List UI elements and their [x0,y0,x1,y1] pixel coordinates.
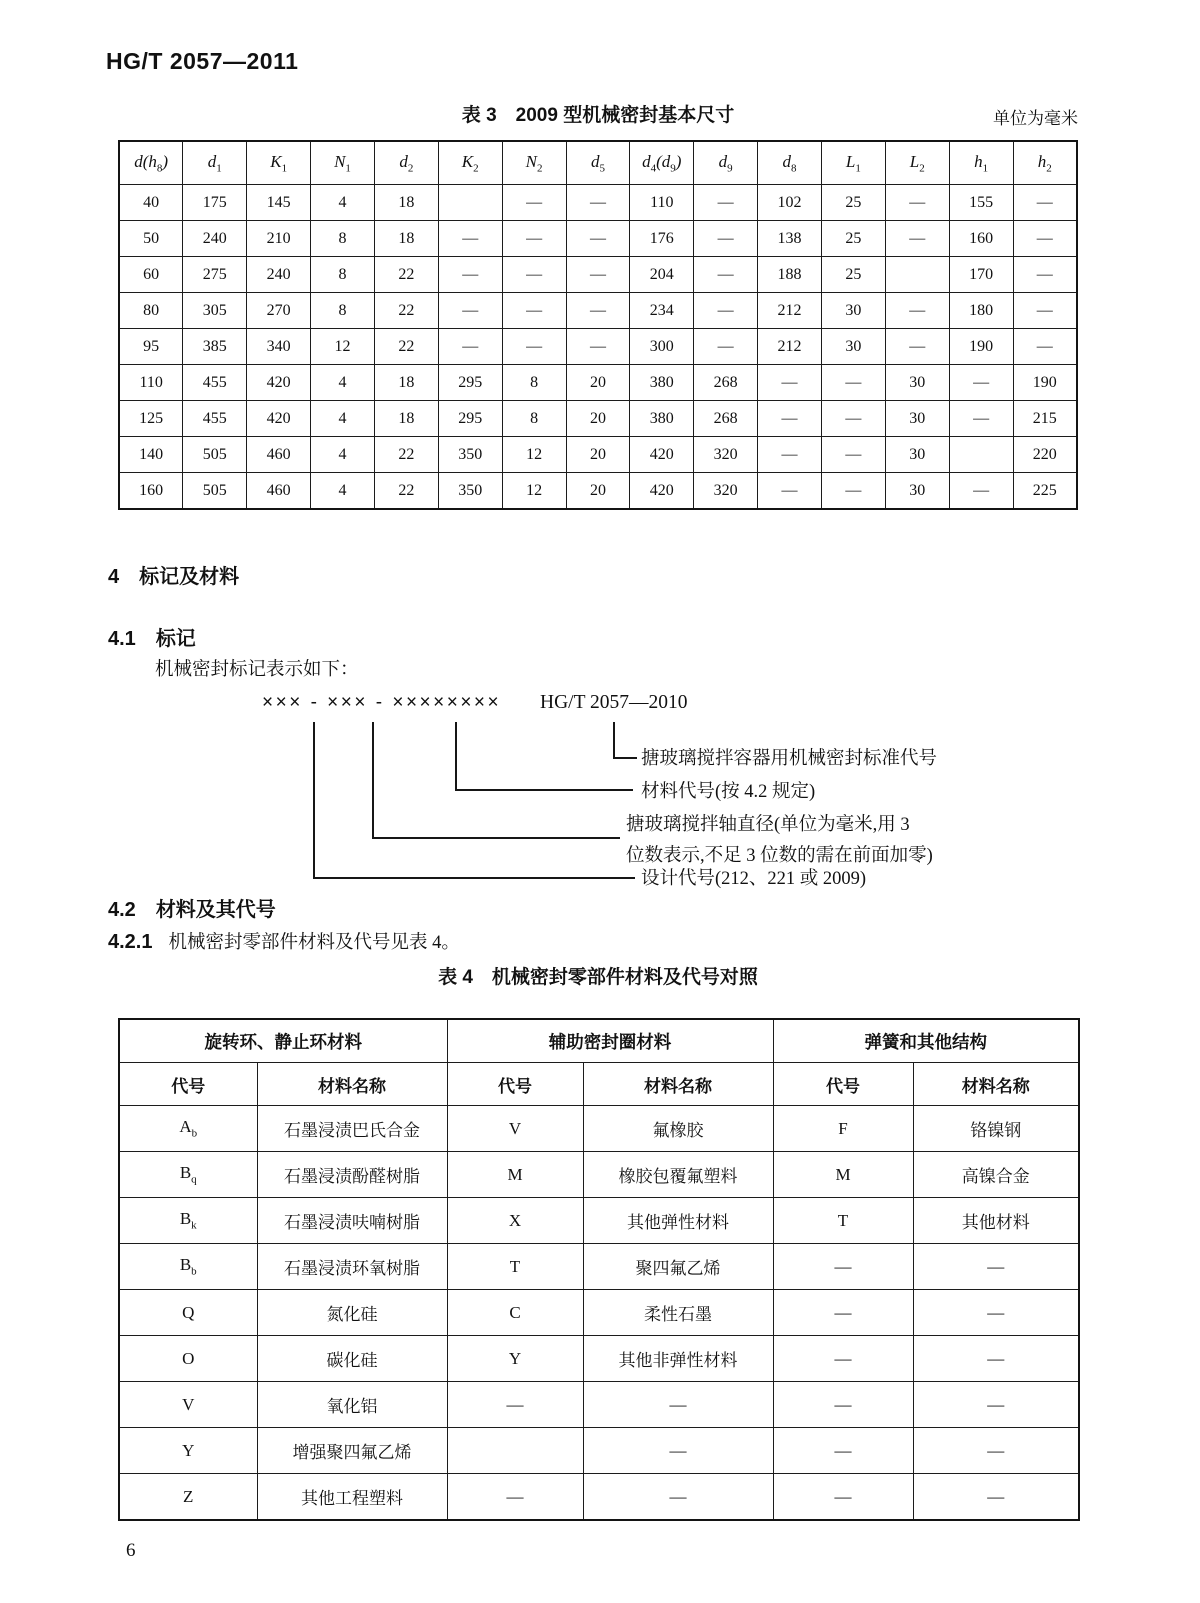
table3-cell: 4 [311,437,375,473]
table3-cell: 215 [1013,401,1077,437]
table4-material-cell: — [913,1336,1079,1382]
table3-cell: 385 [183,329,247,365]
table4-row [119,1198,1079,1244]
table3-column-header: $h_2$ [1013,141,1077,185]
table3-cell: 180 [949,293,1013,329]
label-material-code: 材料代号(按 4.2 规定) [641,782,816,802]
table4-material-cell: 橡胶包覆氟塑料 [583,1152,773,1198]
marking-intro-text: 机械密封标记表示如下： [155,660,359,680]
table3-cell: 305 [183,293,247,329]
table3-cell [949,437,1013,473]
table3-cell: 505 [183,437,247,473]
table3-cell: 30 [885,473,949,510]
page-number: 6 [126,1540,136,1561]
table3-cell: 25 [821,185,885,221]
section-4-title: 标记及材料 [139,566,240,588]
table3-cell: — [566,257,630,293]
table3-cell: 155 [949,185,1013,221]
table4-row [119,1474,1079,1521]
table3-cell: 212 [758,329,822,365]
table3-cell: 125 [119,401,183,437]
table3-cell: 145 [247,185,311,221]
table4-group-header-row [119,1019,1079,1063]
table3-cell: 240 [183,221,247,257]
table3-column-header: $d_2$ [374,141,438,185]
table3-cell: — [758,437,822,473]
leader-line-design-horizontal [313,877,635,879]
table4-subheader: 材料名称 [257,1063,447,1106]
leader-line-shaft-horizontal [372,837,620,839]
leader-line-standard-horizontal [613,757,637,759]
table3-cell: — [758,473,822,510]
table3-unit-note: 单位为毫米 [993,109,1078,128]
table3-cell: 4 [311,401,375,437]
label-shaft-diameter-line1: 搪玻璃搅拌轴直径(单位为毫米,用 3 [626,815,910,835]
table3-cell: 4 [311,473,375,510]
table3-cell: 20 [566,437,630,473]
table4-code-cell: — [773,1336,913,1382]
table3-row [119,257,1077,293]
table3-cell: — [438,329,502,365]
table3-cell: 460 [247,437,311,473]
table3-cell: 505 [183,473,247,510]
table3-cell: 295 [438,401,502,437]
table3-cell: — [694,293,758,329]
table3-cell: 4 [311,185,375,221]
standard-number-header: HG/T 2057—2011 [106,48,299,74]
table3-cell: 12 [502,473,566,510]
table3-cell: — [949,401,1013,437]
table3-cell: 110 [119,365,183,401]
table3-cell: 170 [949,257,1013,293]
table4-group-header: 弹簧和其他结构 [773,1019,1079,1063]
table4-row [119,1428,1079,1474]
table4-material-cell: 石墨浸渍酚醛树脂 [257,1152,447,1198]
table3-cell: — [885,329,949,365]
table3-cell: — [502,221,566,257]
table3-cell: 380 [630,365,694,401]
table3-cell: 268 [694,365,758,401]
label-shaft-diameter-line2: 位数表示,不足 3 位数的需在前面加零) [626,846,933,866]
table3-cell: 8 [311,293,375,329]
table4-material-cell: — [583,1474,773,1521]
table3-cell: 300 [630,329,694,365]
table3-cell: — [949,365,1013,401]
table3-caption: 表 3 2009 型机械密封基本尺寸 [461,105,735,126]
table4-code-cell: X [447,1198,583,1244]
table3-row [119,365,1077,401]
table4-material-cell: — [913,1474,1079,1521]
table3-cell: 12 [502,437,566,473]
table3-column-header: $K_2$ [438,141,502,185]
table3-column-header: $L_2$ [885,141,949,185]
table3-basic-dimensions [118,140,1078,510]
table3-cell: 138 [758,221,822,257]
table3-cell: 220 [1013,437,1077,473]
table4-code-cell: — [447,1474,583,1521]
table3-row [119,185,1077,221]
table4-code-cell: Y [447,1336,583,1382]
table3-cell: 190 [1013,365,1077,401]
section-4-1-title: 标记 [155,628,196,650]
table4-row [119,1382,1079,1428]
table4-code-cell: — [773,1244,913,1290]
table4-material-cell: — [913,1290,1079,1336]
table3-cell: — [821,473,885,510]
table3-cell: 25 [821,221,885,257]
table4-material-cell: 柔性石墨 [583,1290,773,1336]
section-4-number: 4 [108,566,120,588]
table3-column-header: $d(h_8)$ [119,141,183,185]
table4-caption: 表 4 机械密封零部件材料及代号对照 [438,967,758,988]
table3-row [119,473,1077,510]
table3-cell: — [694,221,758,257]
table3-cell: 22 [374,293,438,329]
table3-cell [885,257,949,293]
table3-cell: 190 [949,329,1013,365]
table3-cell: 20 [566,365,630,401]
table3-cell: — [821,365,885,401]
table4-subheader: 代号 [119,1063,257,1106]
table4-material-cell: — [913,1244,1079,1290]
table4-code-cell: $B_k$ [119,1198,257,1244]
section-4-2-1-paragraph [108,928,460,954]
leader-line-material-vertical [455,722,457,791]
table4-material-cell: 其他工程塑料 [257,1474,447,1521]
table3-cell: — [502,257,566,293]
table3-cell: 295 [438,365,502,401]
table3-cell: 176 [630,221,694,257]
table3-cell: — [1013,329,1077,365]
table3-cell: — [885,221,949,257]
table4-material-cell: 石墨浸渍巴氏合金 [257,1106,447,1152]
section-4-heading [108,560,239,589]
table3-cell: 455 [183,365,247,401]
table4-code-cell: — [773,1382,913,1428]
table3-cell: 30 [885,365,949,401]
leader-line-design-vertical [313,722,315,879]
table4-code-cell: T [447,1244,583,1290]
table3-cell: — [1013,185,1077,221]
table3-cell: 60 [119,257,183,293]
table3-cell: — [885,293,949,329]
table3-cell: — [1013,221,1077,257]
table3-cell: 340 [247,329,311,365]
table3-cell: 175 [183,185,247,221]
table3-cell: 8 [502,365,566,401]
table3-column-header: $L_1$ [821,141,885,185]
leader-line-standard-vertical [613,722,615,759]
table4-code-cell: F [773,1106,913,1152]
table3-cell: — [758,365,822,401]
label-design-code: 设计代号(212、221 或 2009) [641,869,867,889]
table3-cell: 160 [949,221,1013,257]
section-4-2-number: 4.2 [108,899,136,921]
table3-cell: — [694,329,758,365]
table3-cell: 30 [821,329,885,365]
table3-cell: 275 [183,257,247,293]
table3-cell: — [1013,257,1077,293]
table4-material-cell: 其他非弹性材料 [583,1336,773,1382]
table4-code-cell: Q [119,1290,257,1336]
table4-subheader: 代号 [773,1063,913,1106]
table3-cell: — [566,185,630,221]
table3-cell: — [694,185,758,221]
table4-code-cell: V [447,1106,583,1152]
table3-cell: 234 [630,293,694,329]
table3-cell: 30 [885,437,949,473]
table4-code-cell: V [119,1382,257,1428]
table3-cell: 25 [821,257,885,293]
table3-cell: 320 [694,473,758,510]
table3-cell: 380 [630,401,694,437]
table3-cell: 460 [247,473,311,510]
table3-cell: — [821,401,885,437]
table4-material-cell: 铬镍钢 [913,1106,1079,1152]
table3-cell: — [438,221,502,257]
table3-cell: 12 [311,329,375,365]
table3-column-header: $d_1$ [183,141,247,185]
table4-row [119,1336,1079,1382]
table3-row [119,221,1077,257]
table3-cell: 40 [119,185,183,221]
table3-cell: 4 [311,365,375,401]
table4-code-cell [447,1428,583,1474]
table3-column-header: $N_1$ [311,141,375,185]
table3-cell: 140 [119,437,183,473]
table3-cell: 22 [374,329,438,365]
table4-code-cell: $B_q$ [119,1152,257,1198]
table4-material-cell: 氮化硅 [257,1290,447,1336]
table3-cell: — [694,257,758,293]
table4-code-cell: — [447,1382,583,1428]
table4-code-cell: Z [119,1474,257,1521]
table3-cell: — [502,185,566,221]
section-4-1-number: 4.1 [108,628,136,650]
table3-cell: 8 [311,221,375,257]
table3-column-header: $N_2$ [502,141,566,185]
table3-cell: 80 [119,293,183,329]
table3-column-header: $d_4(d_9)$ [630,141,694,185]
table4-code-cell: M [773,1152,913,1198]
table3-cell: 8 [311,257,375,293]
leader-line-shaft-vertical [372,722,374,839]
table3-cell: 420 [247,365,311,401]
section-4-2-1-number: 4.2.1 [108,931,153,953]
table3-cell: 420 [630,437,694,473]
table3-cell: 18 [374,221,438,257]
table3-row [119,401,1077,437]
table3-row [119,329,1077,365]
table3-cell: — [949,473,1013,510]
table3-cell: 110 [630,185,694,221]
table4-material-cell: 石墨浸渍呋喃树脂 [257,1198,447,1244]
table4-material-cell: 碳化硅 [257,1336,447,1382]
table3-cell: — [502,329,566,365]
table3-header-row [119,141,1077,185]
marking-standard-text: HG/T 2057—2010 [540,692,688,713]
table4-material-cell: 聚四氟乙烯 [583,1244,773,1290]
table3-cell: 20 [566,401,630,437]
table3-cell: — [502,293,566,329]
table3-cell: 95 [119,329,183,365]
table4-subheader: 材料名称 [583,1063,773,1106]
table3-cell: 420 [630,473,694,510]
table4-row [119,1244,1079,1290]
table3-cell: — [566,293,630,329]
table3-cell: 455 [183,401,247,437]
table4-code-cell: O [119,1336,257,1382]
table3-cell: 240 [247,257,311,293]
table4-code-cell: $A_b$ [119,1106,257,1152]
table3-cell: — [566,329,630,365]
table4-subheader: 材料名称 [913,1063,1079,1106]
table3-cell: 18 [374,401,438,437]
table4-subheader-row [119,1063,1079,1106]
table4-subheader: 代号 [447,1063,583,1106]
table4-code-cell: — [773,1428,913,1474]
table3-cell: 30 [821,293,885,329]
section-4-2-1-text: 机械密封零部件材料及代号见表 4。 [168,933,460,953]
table3-cell [438,185,502,221]
table4-group-header: 旋转环、静止环材料 [119,1019,447,1063]
table3-cell: — [885,185,949,221]
table4-material-cell: — [913,1428,1079,1474]
table3-cell: — [758,401,822,437]
table3-cell: 350 [438,473,502,510]
table3-column-header: $d_8$ [758,141,822,185]
table4-row [119,1290,1079,1336]
table3-cell: 18 [374,365,438,401]
marking-code-text: ××× - ××× - ×××××××× [262,692,502,713]
table4-material-cell: — [913,1382,1079,1428]
table4-material-cell: 氧化铝 [257,1382,447,1428]
table4-material-cell: 增强聚四氟乙烯 [257,1428,447,1474]
table3-cell: 22 [374,473,438,510]
table4-code-cell: — [773,1474,913,1521]
table3-cell: — [438,257,502,293]
table3-cell: 8 [502,401,566,437]
table3-column-header: $d_5$ [566,141,630,185]
table3-cell: 225 [1013,473,1077,510]
table3-row [119,437,1077,473]
table3-cell: 102 [758,185,822,221]
section-4-1-heading [108,622,196,651]
table4-material-cell: — [583,1382,773,1428]
table3-cell: 268 [694,401,758,437]
table4-material-cell: 氟橡胶 [583,1106,773,1152]
table4-row [119,1106,1079,1152]
table3-column-header: $d_9$ [694,141,758,185]
table3-cell: — [1013,293,1077,329]
table3-cell: 30 [885,401,949,437]
table4-material-cell: — [583,1428,773,1474]
table4-code-cell: — [773,1290,913,1336]
section-4-2-heading [108,893,276,922]
table3-cell: 18 [374,185,438,221]
table4-code-cell: T [773,1198,913,1244]
table3-column-header: $h_1$ [949,141,1013,185]
table3-cell: 22 [374,257,438,293]
table3-row [119,293,1077,329]
table4-code-cell: Y [119,1428,257,1474]
table4-row [119,1152,1079,1198]
table3-cell: 50 [119,221,183,257]
table4-material-cell: 其他材料 [913,1198,1079,1244]
table3-cell: — [438,293,502,329]
table4-code-cell: $B_b$ [119,1244,257,1290]
leader-line-material-horizontal [455,789,633,791]
table4-group-header: 辅助密封圈材料 [447,1019,773,1063]
table3-cell: — [566,221,630,257]
table4-materials-codes [118,1018,1080,1521]
table4-material-cell: 高镍合金 [913,1152,1079,1198]
table3-cell: 204 [630,257,694,293]
table4-material-cell: 石墨浸渍环氧树脂 [257,1244,447,1290]
table4-code-cell: M [447,1152,583,1198]
table3-cell: 350 [438,437,502,473]
table3-cell: — [821,437,885,473]
table4-material-cell: 其他弹性材料 [583,1198,773,1244]
table3-cell: 210 [247,221,311,257]
table3-column-header: $K_1$ [247,141,311,185]
table4-code-cell: C [447,1290,583,1336]
label-standard-code: 搪玻璃搅拌容器用机械密封标准代号 [641,749,938,769]
table3-cell: 22 [374,437,438,473]
table3-cell: 188 [758,257,822,293]
table3-cell: 270 [247,293,311,329]
table3-cell: 320 [694,437,758,473]
table3-cell: 20 [566,473,630,510]
table3-cell: 212 [758,293,822,329]
table3-cell: 160 [119,473,183,510]
table3-cell: 420 [247,401,311,437]
section-4-2-title: 材料及其代号 [155,899,276,921]
